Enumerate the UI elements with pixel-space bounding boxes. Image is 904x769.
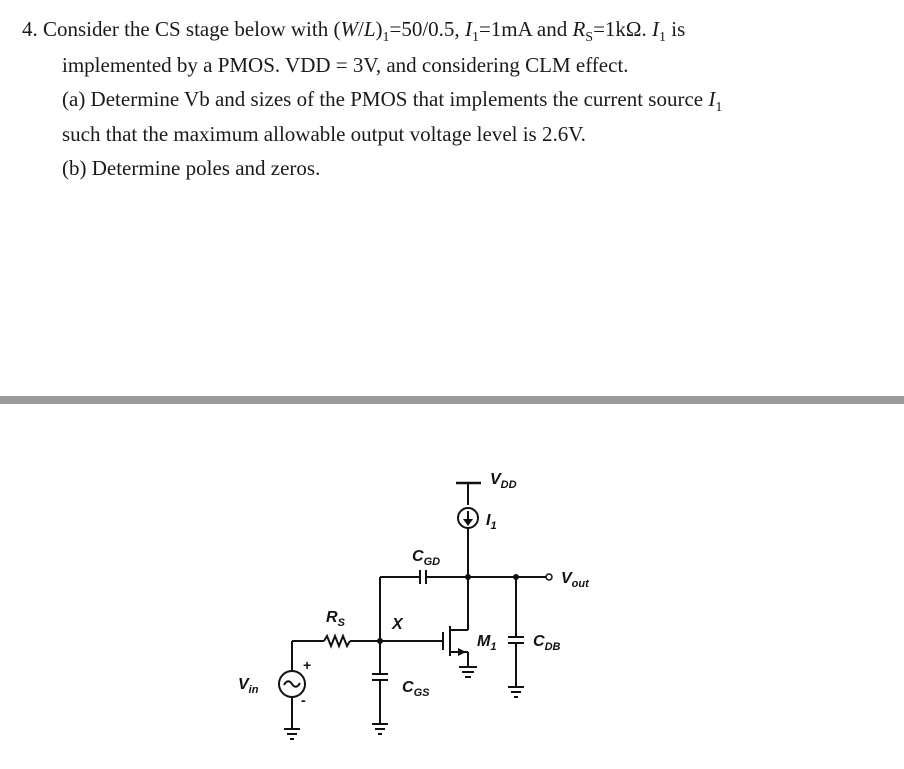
vin-plus: + [303, 657, 312, 673]
line3-subscript: 1 [715, 100, 723, 116]
problem-line-5: (b) Determine poles and zeros. [62, 156, 321, 180]
resistor-rs [292, 609, 380, 646]
line3-part-a: (a) Determine Vb and sizes of the PMOS that implements the current source [62, 87, 709, 111]
vout-label: $V_{out}$ [561, 570, 589, 590]
capacitor-cgd [380, 548, 468, 584]
problem-text [0, 0, 904, 200]
line1-part-a: Consider the CS stage below with ( [43, 17, 341, 41]
cdb-label: $C_{DB}$ [533, 633, 561, 653]
output-node [465, 570, 590, 590]
var-i1b: I [652, 17, 660, 41]
cgd-label: $C_{GD}$ [412, 548, 441, 568]
node-x [377, 577, 443, 674]
ground-m1 [459, 667, 477, 677]
line1-part-e: is [666, 17, 686, 41]
problem-line-2: implemented by a PMOS. VDD = 3V, and considering CLM effect. [62, 53, 629, 77]
capacitor-cgs [372, 674, 430, 734]
rs-label: $R_S$ [326, 609, 345, 629]
wl-paren: ) [375, 17, 383, 41]
var-l: L [363, 17, 376, 41]
transistor-m1 [443, 577, 496, 667]
cgs-label: $C_{GS}$ [402, 679, 430, 699]
vin-minus: - [301, 692, 306, 708]
var-rs: R [572, 17, 586, 41]
wl-subscript: 1 [382, 30, 390, 46]
var-w: W [340, 17, 358, 41]
i1b-subscript: 1 [659, 30, 667, 46]
m1-label: $M_1$ [477, 633, 497, 653]
vdd-label: $V_{DD}$ [490, 471, 517, 491]
line1-part-b: =50/0.5, [389, 17, 465, 41]
rs-subscript: S [585, 30, 594, 46]
var-i1: I [464, 17, 472, 41]
slash: / [357, 17, 364, 41]
vdd-node [456, 471, 517, 505]
problem-line-1 [22, 16, 685, 51]
i1-label: $I_1$ [486, 512, 497, 532]
x-label: X [392, 616, 403, 633]
problem-number: 4. [22, 17, 38, 41]
line1-part-d: =1kΩ. [593, 17, 653, 41]
cs-stage-circuit [0, 404, 904, 769]
section-divider [0, 396, 904, 404]
vin-label: $V_{in}$ [238, 676, 259, 696]
problem-line-3 [62, 86, 722, 121]
vin-source [238, 641, 311, 739]
current-source-i1 [458, 508, 497, 577]
line3-var: I [708, 87, 716, 111]
capacitor-cdb [508, 577, 561, 697]
i1-subscript: 1 [471, 30, 479, 46]
problem-line-4: such that the maximum allowable output voltage level is 2.6V. [62, 122, 586, 146]
line1-part-c: =1mA and [478, 17, 573, 41]
